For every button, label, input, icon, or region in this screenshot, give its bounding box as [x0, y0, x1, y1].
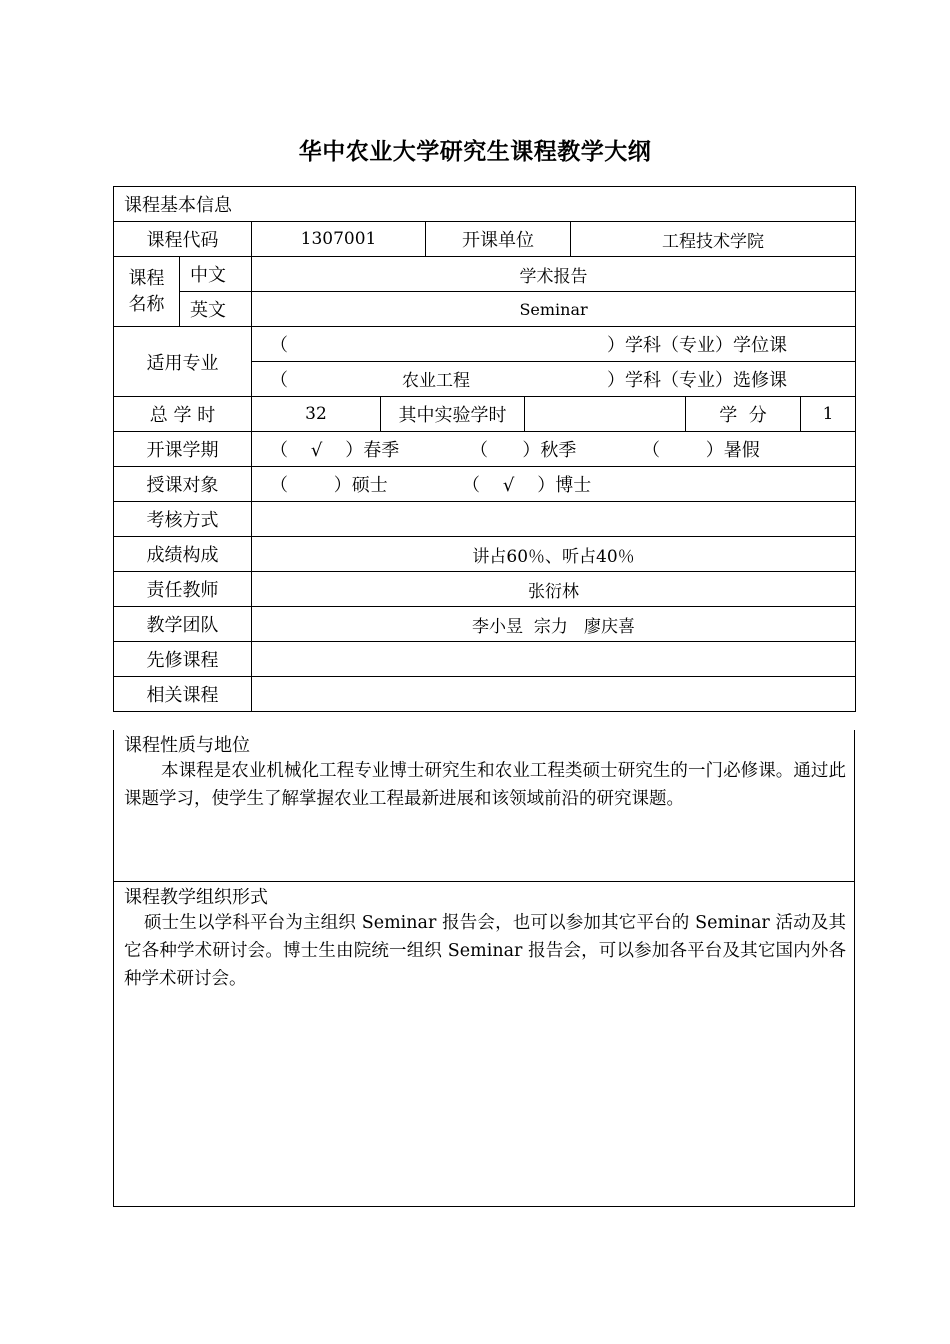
lab-hours-value: [525, 397, 686, 432]
prereq-label: 先修课程: [114, 642, 252, 677]
term-label: 开课学期: [114, 432, 252, 467]
basic-info-label: 课程基本信息: [114, 187, 856, 222]
en-label: 英文: [180, 292, 252, 327]
exam-value: [252, 502, 856, 537]
cn-label: 中文: [180, 257, 252, 292]
major-row1-suffix: ）学科（专业）学位课: [607, 335, 787, 356]
course-name-label: [114, 257, 180, 327]
hours-label: 总 学 时: [114, 397, 252, 432]
credit-value: 1: [801, 397, 856, 432]
nature-section: [113, 730, 855, 882]
nature-text: 本课程是农业机械化工程专业博士研究生和农业工程类硕士研究生的一门必修课。通过此课题学习，使学生了解掌握农业工程最新进展和该领域前沿的研究课题。: [124, 761, 846, 809]
term-autumn: （ ）秋季: [470, 440, 577, 461]
grade-label: 成绩构成: [114, 537, 252, 572]
dept-label: 开课单位: [426, 222, 571, 257]
term-summer: （ ）暑假: [642, 440, 760, 461]
course-code-value: 1307001: [252, 222, 426, 257]
org-title: 课程教学组织形式: [124, 887, 268, 908]
term-spring: （ √ ）春季: [270, 440, 400, 461]
course-info-table: [113, 186, 856, 712]
course-code-label: 课程代码: [114, 222, 252, 257]
major-row2-suffix: ）学科（专业）选修课: [607, 370, 787, 391]
page-title: 华中农业大学研究生课程教学大纲: [298, 139, 652, 165]
related-label: 相关课程: [114, 677, 252, 712]
team-value: 李小昱 宗力 廖庆喜: [252, 607, 856, 642]
teacher-label: 责任教师: [114, 572, 252, 607]
target-label: 授课对象: [114, 467, 252, 502]
major-row-degree: [252, 327, 856, 362]
major-row-elective: [252, 362, 856, 397]
exam-label: 考核方式: [114, 502, 252, 537]
major-row1-open: （: [270, 335, 288, 356]
course-name-label-line1: 课程: [128, 267, 165, 289]
hours-value: 32: [252, 397, 381, 432]
major-label: 适用专业: [114, 327, 252, 397]
en-name-value: Seminar: [252, 292, 856, 327]
term-options: [252, 432, 856, 467]
course-name-label-line2: 名称: [128, 293, 165, 315]
cn-name-value: 学术报告: [252, 257, 856, 292]
target-options: [252, 467, 856, 502]
lab-hours-label: 其中实验学时: [381, 397, 525, 432]
target-master: （ ）硕士: [270, 475, 388, 496]
dept-value: 工程技术学院: [571, 222, 856, 257]
prereq-value: [252, 642, 856, 677]
credit-label: 学 分: [686, 397, 801, 432]
major-row2-major: 农业工程: [402, 371, 470, 391]
target-phd: （ √ ）博士: [462, 475, 592, 496]
grade-value: 讲占60％、听占40％: [252, 537, 856, 572]
teacher-value: 张衍林: [252, 572, 856, 607]
team-label: 教学团队: [114, 607, 252, 642]
org-text: 硕士生以学科平台为主组织 Seminar 报告会，也可以参加其它平台的 Seminar 活动及其它各种学术研讨会。博士生由院统一组织 Seminar 报告会，可以参加各平台及其它国内外各种学术研讨会。: [124, 913, 846, 989]
org-section: [113, 881, 855, 1207]
major-row2-open: （: [270, 370, 288, 391]
nature-title: 课程性质与地位: [124, 735, 250, 756]
related-value: [252, 677, 856, 712]
